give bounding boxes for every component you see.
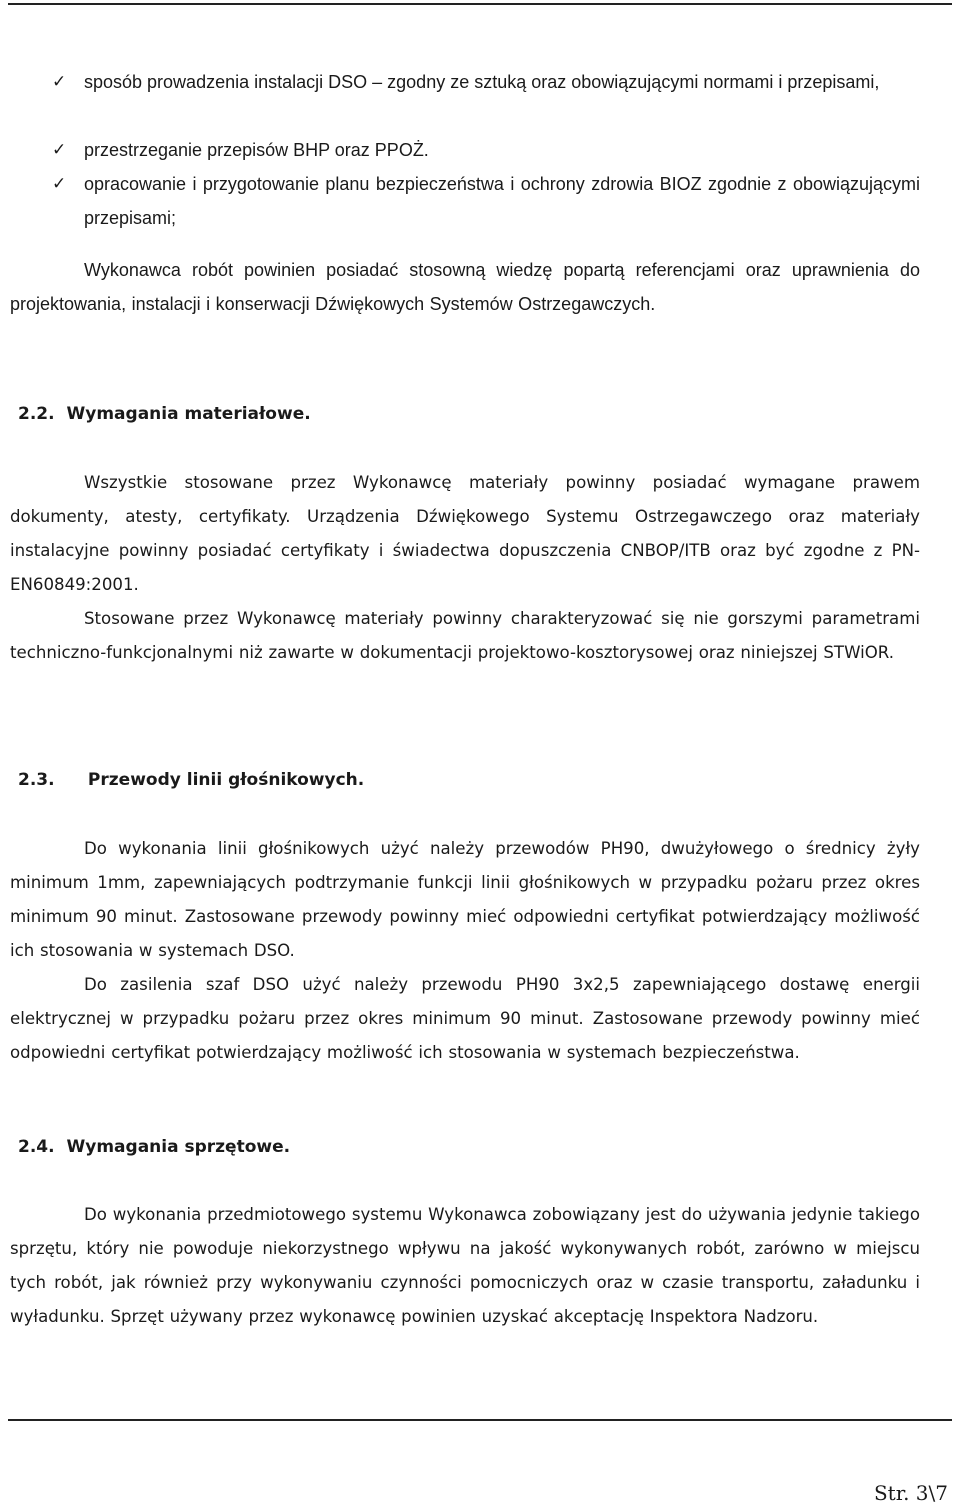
section-paragraph: Do wykonania przedmiotowego systemu Wykonawca zobowiązany jest do używania jedynie takiego sprzętu, który nie powoduje niekorzystnego wpływu na jakość wykonywanych robót, zarówno w miejscu tych robót, jak również przy wykonywaniu czynności pomocniczych oraz w czasie transportu, załadunku i wyładunku. Sprzęt używany przez wykonawcę powinien uzyskać akceptację Inspektora Nadzoru.	[10, 1205, 920, 1326]
section-title: Przewody linii głośnikowych.	[87, 770, 365, 790]
check-list-item-text: przestrzeganie przepisów BHP oraz PPOŻ.	[84, 140, 429, 160]
check-list-item-text: sposób prowadzenia instalacji DSO – zgodny ze sztuką oraz obowiązującymi normami i przepisami,	[84, 72, 880, 92]
section-paragraph: Wszystkie stosowane przez Wykonawcę materiały powinny posiadać wymagane prawem dokumenty, atesty, certyfikaty. Urządzenia Dźwiękowego Systemu Ostrzegawczego oraz materiały instalacyjne powinny posiadać certyfikaty i świadectwa dopuszczenia CNBOP/ITB oraz być zgodne z PN-EN60849:2001.	[10, 473, 920, 594]
footer-rule	[8, 1419, 952, 1421]
section-heading	[18, 402, 311, 426]
section-number: 2.3.	[18, 770, 55, 790]
section-paragraph: Do zasilenia szaf DSO użyć należy przewodu PH90 3x2,5 zapewniającego dostawę energii elektrycznej w przypadku pożaru przez okres minimum 90 minut. Zastosowane przewody powinny mieć odpowiedni certyfikat potwierdzający możliwość ich stosowania w systemach bezpieczeństwa.	[10, 975, 920, 1062]
check-list-item	[52, 65, 920, 99]
section-paragraph: Stosowane przez Wykonawcę materiały powinny charakteryzować się nie gorszymi parametrami techniczno-funkcjonalnymi niż zawarte w dokumentacji projektowo-kosztorysowej oraz niniejszej STWiOR.	[10, 609, 920, 662]
section-title: Wymagania sprzętowe.	[66, 1137, 291, 1157]
section-heading	[18, 1135, 290, 1159]
check-list-item-text: opracowanie i przygotowanie planu bezpieczeństwa i ochrony zdrowia BIOZ zgodnie z obowiązującymi przepisami;	[84, 174, 920, 228]
section-number: 2.2.	[18, 404, 55, 424]
section-paragraph: Do wykonania linii głośnikowych użyć należy przewodów PH90, dwużyłowego o średnicy żyły minimum 1mm, zapewniających podtrzymanie funkcji linii głośnikowych w przypadku pożaru przez okres minimum 90 minut. Zastosowane przewody powinny mieć odpowiedni certyfikat potwierdzający możliwość ich stosowania w systemach DSO.	[10, 839, 920, 960]
top-rule	[8, 3, 952, 5]
page-number: Str. 3\7	[873, 1481, 948, 1505]
checkmark-icon: ✓	[52, 140, 67, 160]
section-title: Wymagania materiałowe.	[66, 404, 311, 424]
checkmark-icon: ✓	[52, 72, 67, 92]
section-heading	[18, 768, 364, 792]
intro-paragraph: Wykonawca robót powinien posiadać stosowną wiedzę popartą referencjami oraz uprawnienia do projektowania, instalacji i konserwacji Dźwiękowych Systemów Ostrzegawczych.	[10, 260, 920, 314]
section-number: 2.4.	[18, 1137, 55, 1157]
check-list-item	[52, 167, 920, 235]
checkmark-icon: ✓	[52, 174, 67, 194]
check-list-item	[52, 133, 920, 167]
